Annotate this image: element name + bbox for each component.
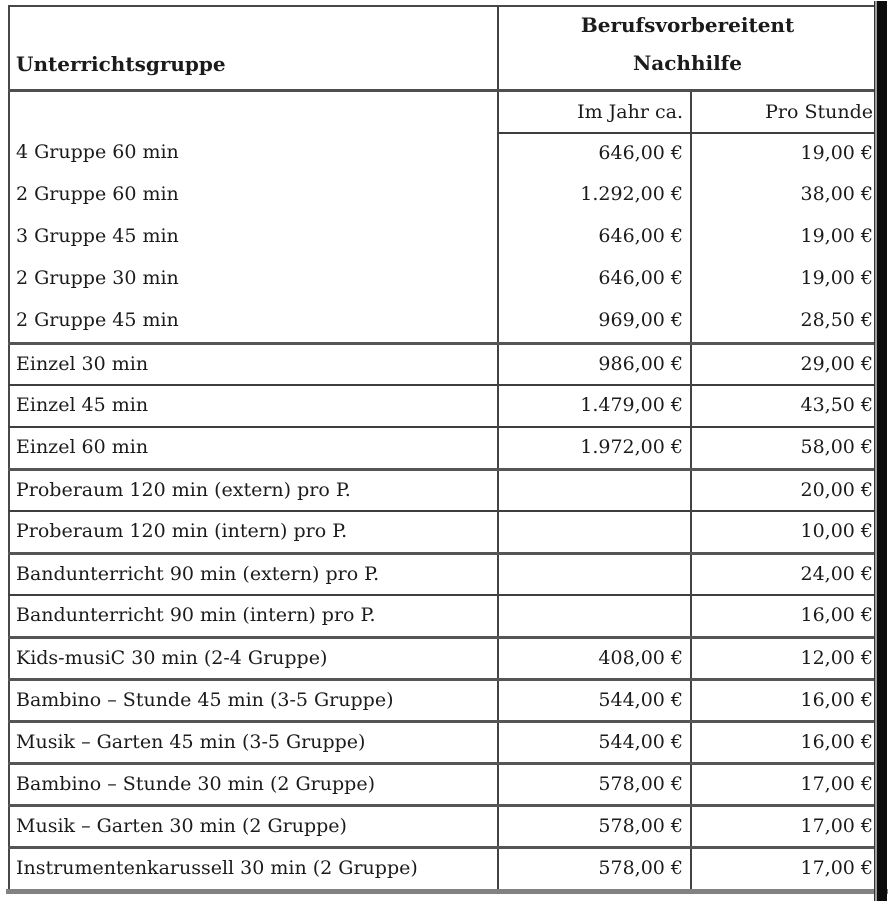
row-hour-value: 17,00 € <box>691 805 876 847</box>
row-label: Musik – Garten 30 min (2 Gruppe) <box>9 805 498 847</box>
row-year-value: 646,00 € <box>498 259 691 301</box>
row-year-value: 986,00 € <box>498 343 691 385</box>
row-label: Bandunterricht 90 min (extern) pro P. <box>9 553 498 595</box>
row-year-value: 646,00 € <box>498 217 691 259</box>
row-year-value <box>498 553 691 595</box>
row-label: 2 Gruppe 45 min <box>9 301 498 343</box>
row-label: Bandunterricht 90 min (intern) pro P. <box>9 595 498 637</box>
row-label: Einzel 45 min <box>9 385 498 427</box>
table-subheader-row <box>9 90 876 133</box>
row-year-value: 578,00 € <box>498 805 691 847</box>
table-row <box>9 721 876 763</box>
row-year-value: 1.479,00 € <box>498 385 691 427</box>
row-year-value: 578,00 € <box>498 847 691 889</box>
table-row <box>9 175 876 217</box>
table-row <box>9 469 876 511</box>
row-hour-value: 28,50 € <box>800 309 874 331</box>
row-year-value: 544,00 € <box>498 721 691 763</box>
row-hour-value: 12,00 € <box>691 637 876 679</box>
row-hour-value: 16,00 € <box>691 679 876 721</box>
row-year-value: 408,00 € <box>498 637 691 679</box>
row-label: Proberaum 120 min (extern) pro P. <box>9 469 498 511</box>
row-year-value: 646,00 € <box>498 133 691 175</box>
table-right-shadow <box>874 1 887 901</box>
table-row <box>9 259 876 301</box>
row-hour-value: 19,00 € <box>800 267 874 289</box>
table-row <box>9 805 876 847</box>
row-hour-value: 38,00 € <box>800 183 874 205</box>
row-year-value: 578,00 € <box>498 763 691 805</box>
row-label: Kids-musiC 30 min (2-4 Gruppe) <box>9 637 498 679</box>
row-label: Proberaum 120 min (intern) pro P. <box>9 511 498 553</box>
row-hour-value: 17,00 € <box>691 847 876 889</box>
row-hour-value: 19,00 € <box>800 142 874 164</box>
row-label: 2 Gruppe 30 min <box>9 259 498 301</box>
row-year-value: 544,00 € <box>498 679 691 721</box>
table-row <box>9 301 876 343</box>
table-row <box>9 763 876 805</box>
row-year-value: 1.292,00 € <box>498 175 691 217</box>
row-year-value: 1.972,00 € <box>498 427 691 469</box>
row-hour-value: 17,00 € <box>691 763 876 805</box>
row-label: Bambino – Stunde 30 min (2 Gruppe) <box>9 763 498 805</box>
column-header-im-jahr: Im Jahr ca. <box>498 90 691 133</box>
row-hour-value: 43,50 € <box>691 385 876 427</box>
price-table <box>8 5 876 889</box>
row-label: Musik – Garten 45 min (3-5 Gruppe) <box>9 721 498 763</box>
table-row <box>9 553 876 595</box>
table-row <box>9 679 876 721</box>
price-table-body <box>9 133 876 889</box>
header-line-berufsvorbereitent: Berufsvorbereitent <box>580 13 795 37</box>
row-year-value <box>498 511 691 553</box>
table-row <box>9 511 876 553</box>
header-line-nachhilfe: Nachhilfe <box>632 51 743 75</box>
price-sheet <box>8 5 875 894</box>
row-hour-value: 19,00 € <box>800 225 874 247</box>
row-hour-value: 29,00 € <box>691 343 876 385</box>
row-label: Instrumentenkarussell 30 min (2 Gruppe) <box>9 847 498 889</box>
table-row <box>9 847 876 889</box>
table-row <box>9 385 876 427</box>
table-row <box>9 427 876 469</box>
table-row <box>9 637 876 679</box>
row-year-value <box>498 595 691 637</box>
row-hour-value: 58,00 € <box>691 427 876 469</box>
row-label: 3 Gruppe 45 min <box>9 217 498 259</box>
row-label: 2 Gruppe 60 min <box>9 175 498 217</box>
table-row <box>9 343 876 385</box>
table-bottom-shadow <box>6 889 888 894</box>
table-row <box>9 595 876 637</box>
row-label: Einzel 30 min <box>9 343 498 385</box>
table-header-row <box>9 6 876 90</box>
column-header-unterrichtsgruppe: Unterrichtsgruppe <box>9 6 498 90</box>
column-header-pro-stunde: Pro Stunde <box>691 90 876 133</box>
row-label: Bambino – Stunde 45 min (3-5 Gruppe) <box>9 679 498 721</box>
subheader-empty-cell <box>9 90 498 133</box>
row-hour-value: 20,00 € <box>691 469 876 511</box>
row-hour-value: 16,00 € <box>691 595 876 637</box>
row-year-value <box>498 469 691 511</box>
row-label: 4 Gruppe 60 min <box>9 133 498 175</box>
table-row <box>9 217 876 259</box>
row-label: Einzel 60 min <box>9 427 498 469</box>
row-hour-value: 24,00 € <box>691 553 876 595</box>
row-hour-value: 16,00 € <box>691 721 876 763</box>
row-year-value: 969,00 € <box>498 301 691 343</box>
column-header-group <box>498 6 876 90</box>
table-row <box>9 133 876 175</box>
row-hour-value: 10,00 € <box>691 511 876 553</box>
